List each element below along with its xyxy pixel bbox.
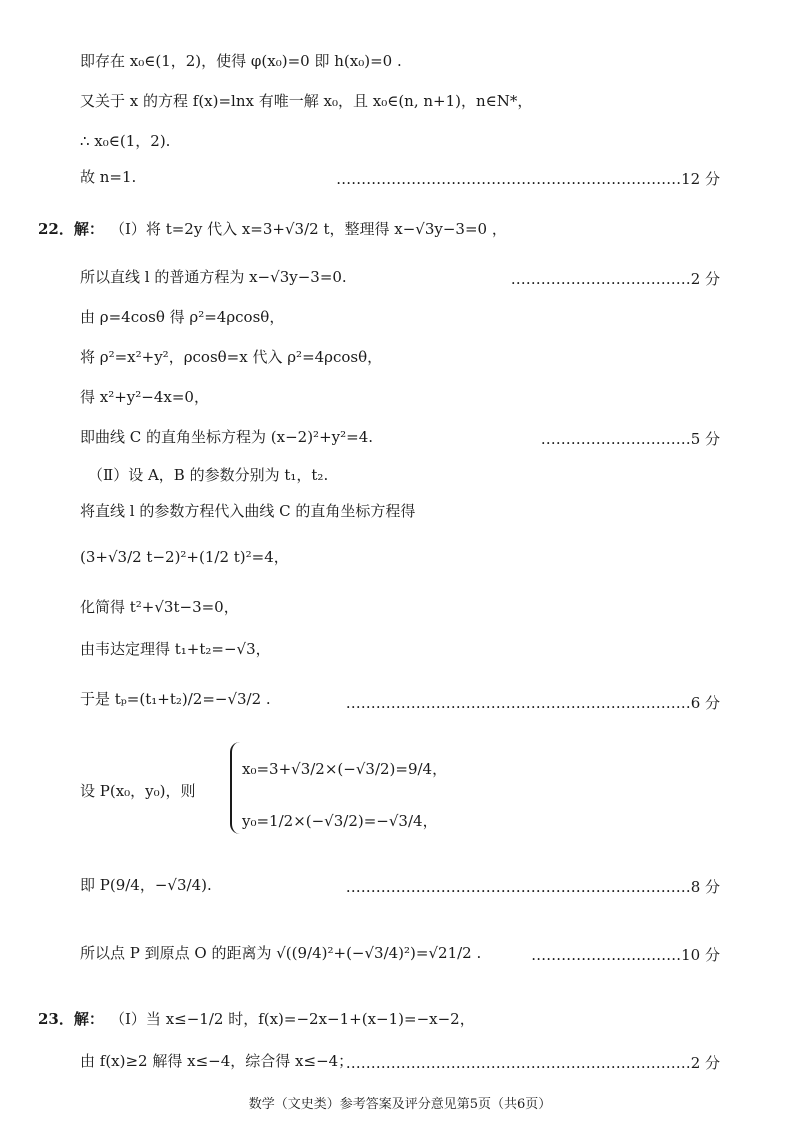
score-2b: ……………………………………………………………2 分 — [345, 1054, 720, 1072]
system-eq-x0: x₀=3+√3/2×(−√3/2)=9/4， — [242, 760, 448, 778]
text-line-15: 由韦达定理得 t₁+t₂=−√3， — [80, 640, 271, 658]
text-line-1: 即存在 x₀∈(1，2)，使得 φ(x₀)=0 即 h(x₀)=0 . — [80, 52, 402, 70]
text-line-18: 即 P(9/4，−√3/4). — [80, 876, 212, 894]
problem-23-label: 23．解： — [38, 1010, 104, 1028]
text-line-3: ∴ x₀∈(1，2). — [80, 132, 171, 150]
score-6: ……………………………………………………………6 分 — [345, 694, 720, 712]
text-line-16: 于是 tₚ=(t₁+t₂)/2=−√3/2 . — [80, 690, 271, 708]
text-line-17: 设 P(x₀，y₀)，则 — [80, 782, 196, 800]
text-line-4: 故 n=1. — [80, 168, 137, 186]
page-footer: 数学（文史类）参考答案及评分意见第5页（共6页） — [248, 1097, 552, 1112]
text-line-14: 化简得 t²+√3t−3=0， — [80, 598, 239, 616]
text-line-6: 所以直线 l 的普通方程为 x−√3y−3=0. — [80, 268, 347, 286]
system-eq-y0: y₀=1/2×(−√3/2)=−√3/4， — [242, 812, 438, 830]
text-line-2: 又关于 x 的方程 f(x)=lnx 有唯一解 x₀，且 x₀∈(n, n+1)，n∈N*， — [80, 92, 533, 110]
score-5: …………………………5 分 — [540, 430, 720, 448]
text-line-11: （Ⅱ）设 A，B 的参数分别为 t₁，t₂. — [88, 466, 329, 484]
text-line-21: 由 f(x)≥2 解得 x≤−4，综合得 x≤−4； — [80, 1052, 354, 1070]
text-line-5: （Ⅰ）将 t=2y 代入 x=3+√3/2 t，整理得 x−√3y−3=0 ， — [110, 220, 507, 238]
problem-22-label: 22．解： — [38, 220, 104, 238]
text-line-20: （Ⅰ）当 x≤−1/2 时，f(x)=−2x−1+(x−1)=−x−2， — [110, 1010, 475, 1028]
score-12: ……………………………………………………………12 分 — [336, 170, 720, 188]
text-line-13: (3+√3/2 t−2)²+(1/2 t)²=4， — [80, 548, 289, 566]
text-line-19: 所以点 P 到原点 O 的距离为 √((9/4)²+(−√3/4)²)=√21/2 . — [80, 944, 482, 962]
text-line-8: 将 ρ²=x²+y²，ρcosθ=x 代入 ρ²=4ρcosθ， — [80, 348, 383, 366]
text-line-7: 由 ρ=4cosθ 得 ρ²=4ρcosθ， — [80, 308, 285, 326]
text-line-12: 将直线 l 的参数方程代入曲线 C 的直角坐标方程得 — [80, 502, 416, 520]
text-line-9: 得 x²+y²−4x=0， — [80, 388, 209, 406]
score-8: ……………………………………………………………8 分 — [345, 878, 720, 896]
score-10: …………………………10 分 — [531, 946, 720, 964]
text-line-10: 即曲线 C 的直角坐标方程为 (x−2)²+y²=4. — [80, 428, 374, 446]
system-brace — [230, 742, 242, 834]
score-2a: ………………………………2 分 — [510, 270, 720, 288]
